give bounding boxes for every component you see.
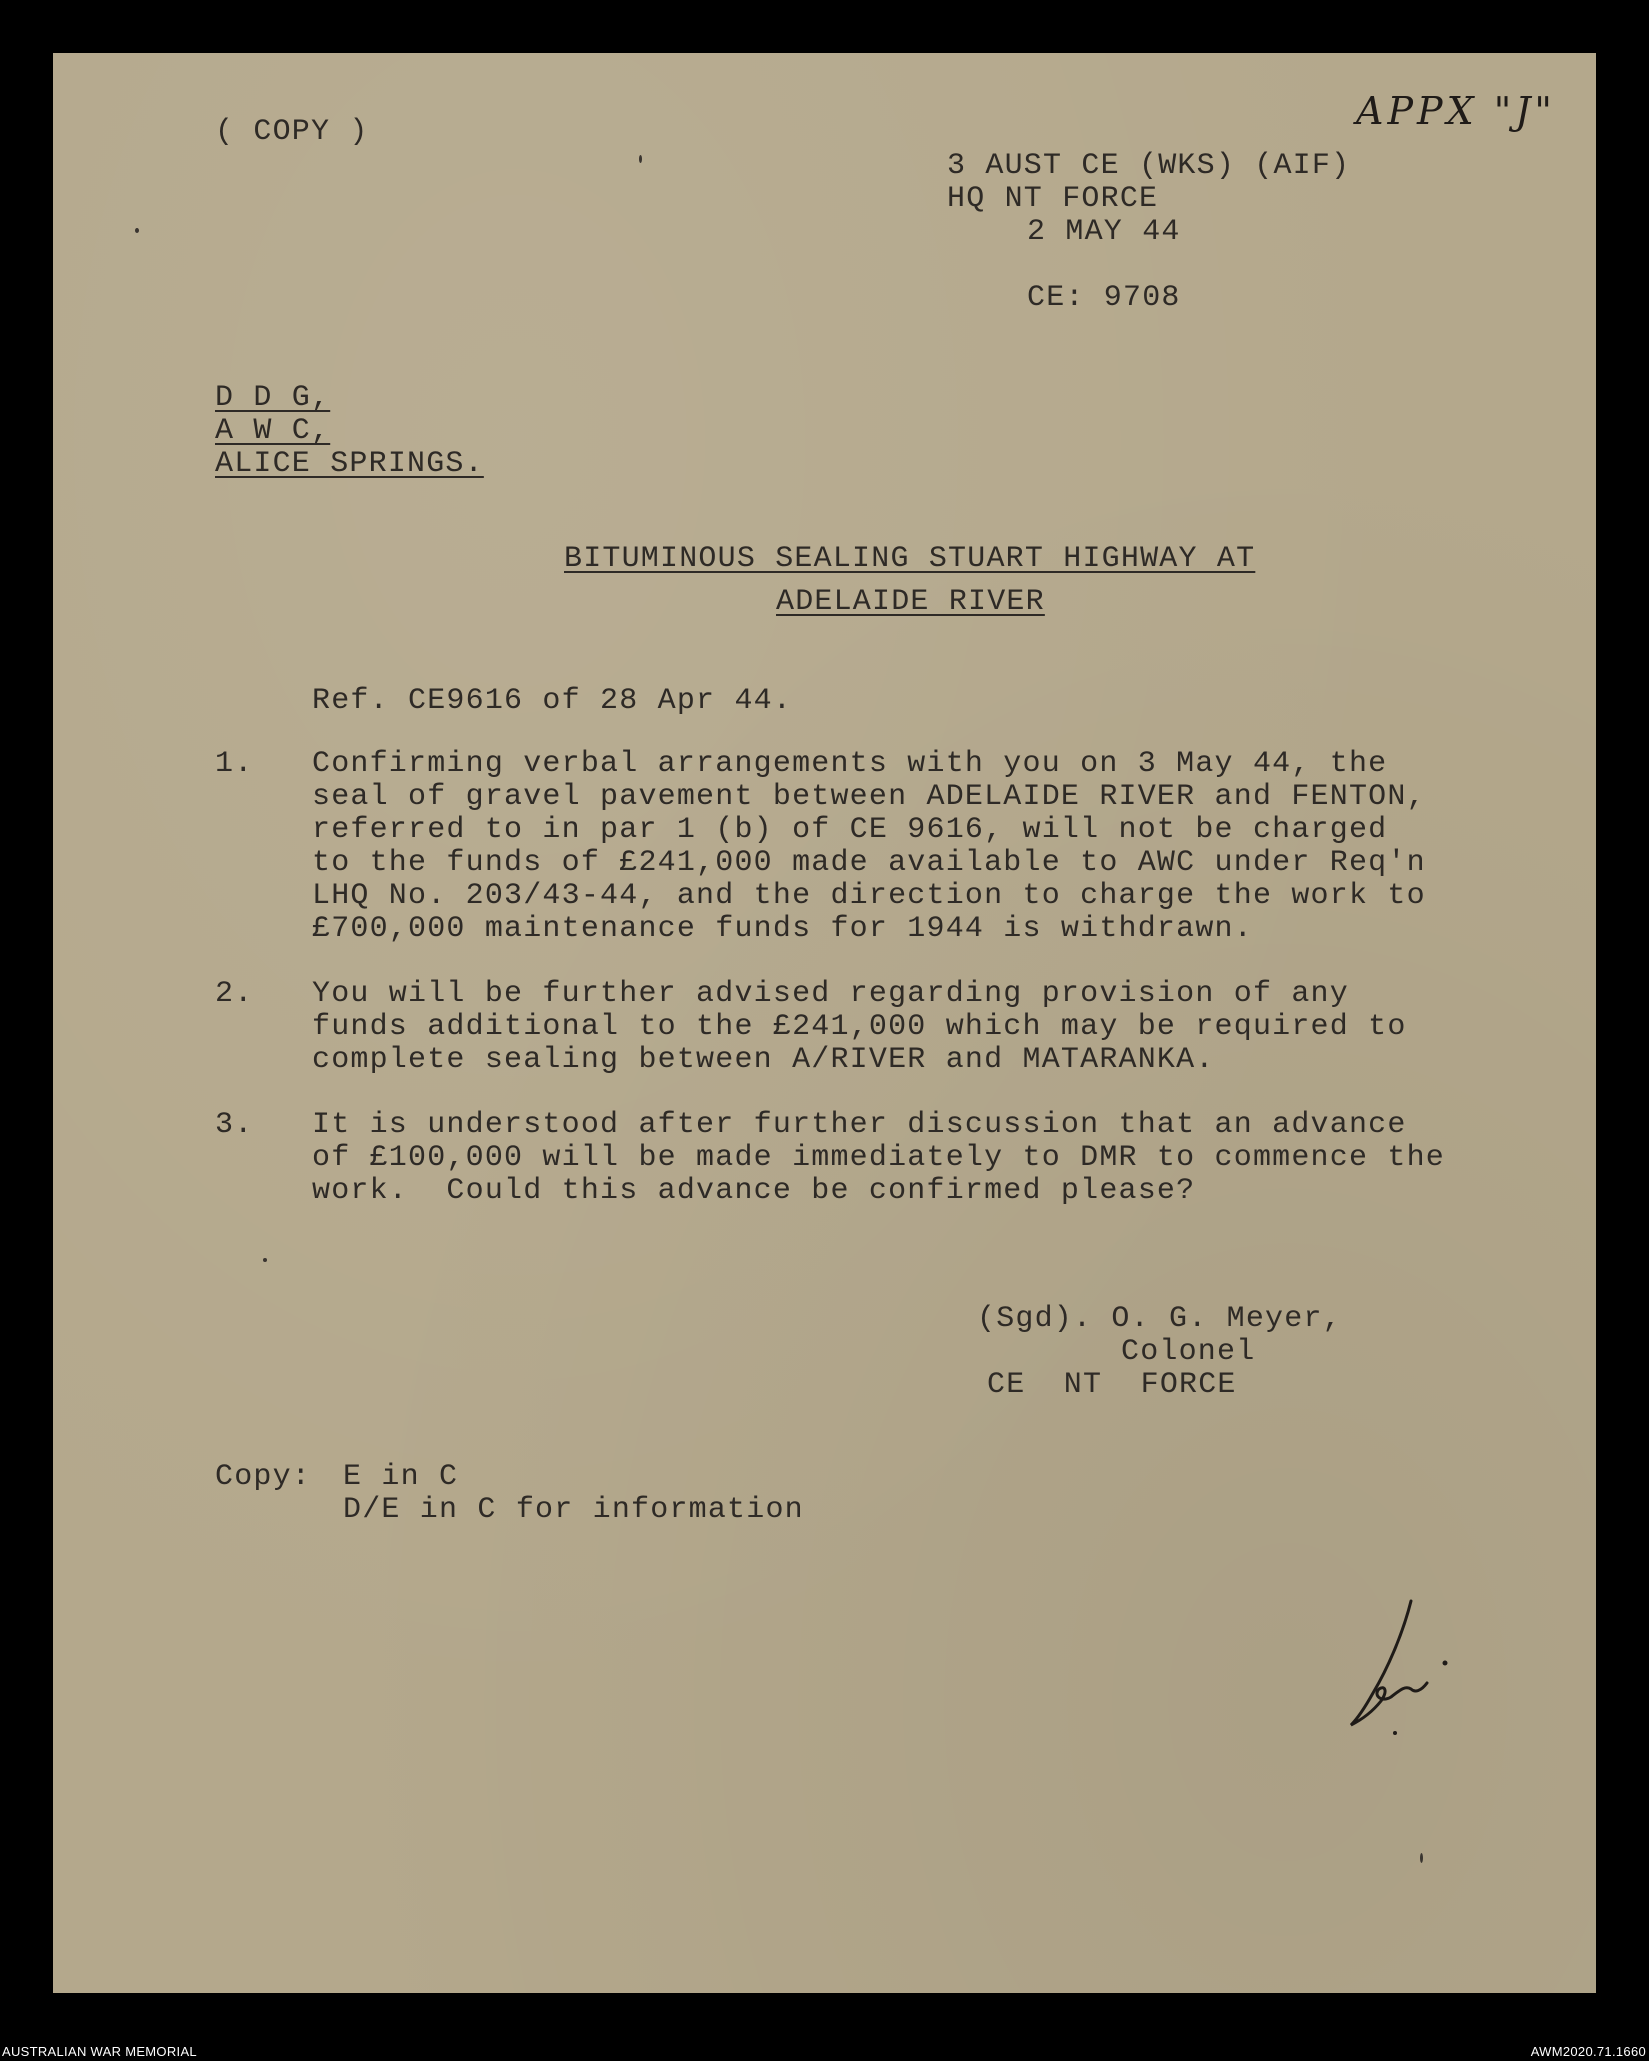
signature-rank: Colonel [1121, 1335, 1256, 1369]
paragraph-line: to the funds of £241,000 made available to AWC under Req'n [312, 846, 1426, 880]
handwritten-initials [1333, 1593, 1473, 1743]
addressee-line: ALICE SPRINGS. [215, 447, 484, 481]
paragraph-line: You will be further advised regarding provision of any [312, 977, 1349, 1011]
paragraph-line: referred to in par 1 (b) of CE 9616, will not be charged [312, 813, 1388, 847]
paragraph-line: It is understood after further discussion that an advance [312, 1108, 1407, 1142]
paragraph-line: complete sealing between A/RIVER and MATARANKA. [312, 1043, 1215, 1077]
paragraph-line: £700,000 maintenance funds for 1944 is withdrawn. [312, 912, 1253, 946]
copy-to-label: Copy: [215, 1460, 312, 1494]
paper-speck [135, 228, 139, 233]
copy-to-line: D/E in C for information [343, 1493, 804, 1527]
paragraph-line: LHQ No. 203/43-44, and the direction to charge the work to [312, 879, 1426, 913]
signature-position: CE NT FORCE [987, 1368, 1237, 1402]
addressee-line: D D G, [215, 381, 331, 415]
paragraph-number: 3. [215, 1108, 254, 1142]
addressee-line: A W C, [215, 414, 331, 448]
signature-name: (Sgd). O. G. Meyer, [977, 1302, 1342, 1336]
paper-speck [639, 155, 642, 163]
appendix-handwritten-note: APPX "J" [1356, 89, 1556, 133]
paragraph-line: seal of gravel pavement between ADELAIDE RIVER and FENTON, [312, 780, 1426, 814]
copy-to-line: E in C [343, 1460, 459, 1494]
paragraph-number: 2. [215, 977, 254, 1011]
reference-line: Ref. CE9616 of 28 Apr 44. [312, 684, 793, 718]
sender-hq: HQ NT FORCE [947, 182, 1159, 216]
paragraph-number: 1. [215, 747, 254, 781]
letter-date: 2 MAY 44 [1027, 215, 1181, 249]
footer-accession-number: AWM2020.71.1660 [1530, 2044, 1646, 2059]
paragraph-line: work. Could this advance be confirmed please? [312, 1174, 1196, 1208]
paragraph-line: funds additional to the £241,000 which may be required to [312, 1010, 1407, 1044]
paper-speck [1420, 1853, 1423, 1863]
paragraph-line: Confirming verbal arrangements with you on 3 May 44, the [312, 747, 1388, 781]
copy-mark: ( COPY ) [215, 115, 369, 149]
subject-line: BITUMINOUS SEALING STUART HIGHWAY AT [564, 542, 1256, 576]
subject-line: ADELAIDE RIVER [776, 585, 1045, 619]
footer-archive-name: AUSTRALIAN WAR MEMORIAL [2, 2044, 197, 2059]
letter-reference-number: CE: 9708 [1027, 281, 1181, 315]
paper-speck [263, 1258, 267, 1262]
paragraph-line: of £100,000 will be made immediately to DMR to commence the [312, 1141, 1445, 1175]
sender-unit: 3 AUST CE (WKS) (AIF) [947, 149, 1351, 183]
document-page [53, 53, 1596, 1993]
